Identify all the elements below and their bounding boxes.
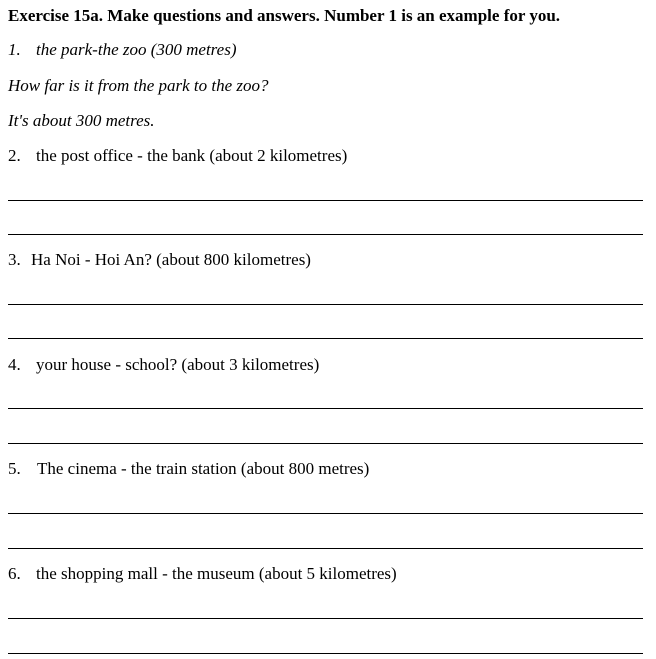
item-number: 4.	[8, 355, 21, 374]
answer-line[interactable]	[8, 443, 643, 444]
answer-line[interactable]	[8, 304, 643, 305]
item-prompt: Ha Noi - Hoi An? (about 800 kilometres)	[31, 250, 311, 269]
item-number: 6.	[8, 564, 21, 583]
exercise-item	[8, 564, 397, 584]
item-prompt: the post office - the bank (about 2 kilometres)	[36, 146, 348, 165]
example-question: How far is it from the park to the zoo?	[8, 76, 269, 95]
item-number: 1.	[8, 40, 21, 59]
answer-line[interactable]	[8, 513, 643, 514]
answer-line[interactable]	[8, 234, 643, 235]
example-answer: It's about 300 metres.	[8, 111, 155, 130]
item-prompt: your house - school? (about 3 kilometres)	[36, 355, 320, 374]
exercise-item	[8, 146, 347, 166]
answer-line[interactable]	[8, 618, 643, 619]
answer-line[interactable]	[8, 338, 643, 339]
item-prompt: the shopping mall - the museum (about 5 kilometres)	[36, 564, 397, 583]
answer-line[interactable]	[8, 653, 643, 654]
item-prompt: The cinema - the train station (about 800 metres)	[37, 459, 370, 478]
answer-line[interactable]	[8, 548, 643, 549]
answer-line[interactable]	[8, 200, 643, 201]
item-number: 2.	[8, 146, 21, 165]
item-prompt: the park-the zoo (300 metres)	[36, 40, 237, 59]
example-item	[8, 40, 237, 60]
exercise-item	[8, 355, 319, 375]
exercise-item	[8, 250, 311, 270]
item-number: 3.	[8, 250, 21, 269]
item-number: 5.	[8, 459, 21, 478]
answer-line[interactable]	[8, 408, 643, 409]
exercise-item	[8, 459, 369, 479]
exercise-title: Exercise 15a. Make questions and answers. Number 1 is an example for you.	[8, 6, 561, 25]
